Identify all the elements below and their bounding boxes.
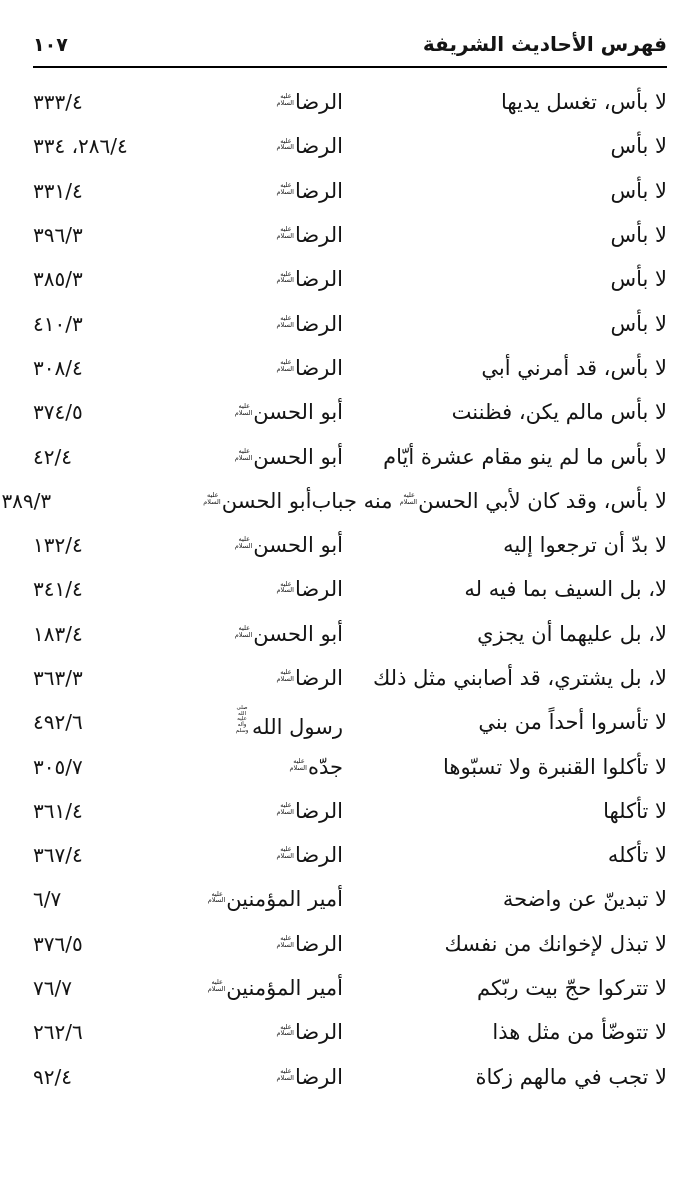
index-row: [33, 1055, 667, 1099]
hadith-text: لا تتوضّأ من مثل هذا: [492, 1020, 667, 1045]
index-row: [33, 169, 667, 213]
index-row: [33, 434, 667, 478]
index-row: [33, 124, 667, 168]
hadith-text: لا بأس: [610, 311, 667, 336]
narrator-name: أمير المؤمنينعليه السلام: [207, 887, 343, 912]
page-volume-ref: ٢٨٦/٤، ٣٣٤: [33, 134, 128, 159]
index-row: [33, 877, 667, 921]
narrator-name: الرضاعليه السلام: [276, 666, 343, 690]
hadith-text: لا، بل السيف بما فيه له: [464, 577, 667, 602]
index-row: [33, 744, 667, 788]
hadith-text: لا بدّ أن ترجعوا إليه: [503, 533, 667, 558]
hadith-text: لا تتركوا حجّ بيت ربّكم: [476, 976, 667, 1001]
narrator-name: الرضاعليه السلام: [276, 577, 343, 602]
header-divider: [33, 66, 667, 68]
hadith-text: لا، بل يشتري، قد أصابني مثل ذلك: [372, 666, 667, 690]
hadith-text: لا بأس: [610, 178, 667, 203]
honorific-mark: عليه السلام: [207, 978, 226, 994]
hadith-text: لا بأس، قد أمرني أبي: [481, 355, 667, 380]
honorific-mark: عليه السلام: [289, 756, 307, 772]
honorific-mark: عليه السلام: [276, 1066, 294, 1082]
narrator-name: الرضاعليه السلام: [276, 798, 343, 823]
index-row: [33, 700, 667, 744]
page-number: ١٠٧: [33, 34, 68, 56]
page-volume-ref: ٣٧٦/٥: [33, 931, 83, 956]
hadith-text: لا تأكله: [607, 843, 667, 868]
index-row: [33, 390, 667, 434]
hadith-text: لا بأس: [610, 223, 667, 248]
page-volume-ref: ٣٤١/٤: [33, 577, 83, 602]
hadith-text: لا تأسروا أحداً من بني: [478, 710, 667, 735]
honorific-mark: عليه السلام: [276, 845, 294, 861]
hadith-text: لا تبذل لإخوانك من نفسك: [444, 931, 667, 956]
hadith-text: لا تأكلها: [603, 798, 667, 823]
honorific-mark: عليه السلام: [203, 491, 221, 506]
hadith-text: لا بأس، وقد كان لأبي الحسنعليه السلام منه جباب: [311, 488, 667, 513]
hadith-text: لا بأس: [610, 267, 667, 292]
narrator-name: الرضاعليه السلام: [276, 355, 343, 380]
page-volume-ref: ٣٠٨/٤: [33, 355, 83, 380]
honorific-mark: عليه السلام: [276, 1022, 294, 1038]
honorific-mark: عليه السلام: [276, 225, 294, 241]
index-row: [33, 966, 667, 1010]
index-row: [33, 567, 667, 611]
page-volume-ref: ٣٩٦/٣: [33, 223, 83, 248]
narrator-name: الرضاعليه السلام: [276, 1064, 343, 1089]
narrator-name: أبو الحسنعليه السلام: [234, 444, 343, 469]
narrator-name: أبو الحسنعليه السلام: [234, 400, 343, 425]
hadith-index-list: [1, 80, 667, 1099]
index-row: [33, 80, 667, 124]
honorific-mark: عليه السلام: [276, 269, 294, 285]
honorific-mark: عليه السلام: [207, 889, 226, 905]
page-volume-ref: ٤١٠/٣: [33, 311, 83, 336]
page-volume-ref: ٣٦٣/٣: [33, 666, 83, 690]
index-row: [33, 257, 667, 301]
index-row: [33, 922, 667, 966]
honorific-mark: صلى الله عليه وآله وسلم: [235, 704, 249, 734]
honorific-mark: عليه السلام: [276, 933, 294, 949]
page-volume-ref: ٢٦٢/٦: [33, 1020, 83, 1045]
page-volume-ref: ٩٢/٤: [33, 1064, 72, 1089]
narrator-name: أمير المؤمنينعليه السلام: [207, 976, 343, 1001]
honorific-mark: عليه السلام: [276, 668, 294, 683]
honorific-mark: عليه السلام: [234, 402, 253, 418]
hadith-text: لا تأكلوا القنبرة ولا تسبّوها: [442, 754, 667, 779]
page-header: [33, 18, 667, 56]
honorific-mark: عليه السلام: [276, 136, 294, 152]
narrator-name: رسول اللهصلى الله عليه وآله وسلم: [151, 706, 343, 739]
page-volume-ref: ٤٩٢/٦: [33, 710, 83, 735]
narrator-name: أبو الحسنعليه السلام: [234, 621, 343, 646]
narrator-name: الرضاعليه السلام: [276, 134, 343, 159]
page-volume-ref: ٣٦٧/٤: [33, 843, 83, 868]
narrator-name: أبو الحسنعليه السلام: [203, 488, 312, 513]
hadith-text: لا تجب في مالهم زكاة: [475, 1064, 667, 1089]
index-row: [33, 213, 667, 257]
honorific-mark: عليه السلام: [234, 623, 253, 639]
honorific-mark: عليه السلام: [276, 358, 294, 373]
index-row: [33, 1010, 667, 1054]
narrator-name: الرضاعليه السلام: [276, 178, 343, 203]
page-volume-ref: ٧٦/٧: [33, 976, 72, 1001]
page-volume-ref: ١٨٣/٤: [33, 621, 83, 646]
index-row: [33, 346, 667, 390]
page-volume-ref: ١٣٢/٤: [33, 533, 83, 558]
honorific-mark: عليه السلام: [276, 801, 294, 816]
page-volume-ref: ٣٨٩/٣: [1, 488, 52, 513]
honorific-mark: عليه السلام: [234, 535, 253, 551]
narrator-name: أبو الحسنعليه السلام: [234, 533, 343, 558]
hadith-text: لا بأس: [610, 134, 667, 159]
honorific-mark: عليه السلام: [276, 180, 294, 196]
narrator-name: جدّهعليه السلام: [289, 754, 343, 779]
page-volume-ref: ٣٧٤/٥: [33, 400, 83, 425]
index-row: [33, 833, 667, 877]
narrator-name: الرضاعليه السلام: [276, 1020, 343, 1045]
index-row: [1, 479, 667, 523]
narrator-name: الرضاعليه السلام: [276, 223, 343, 248]
hadith-text: لا تبدينّ عن واضحة: [502, 887, 667, 912]
index-row: [33, 301, 667, 345]
index-row: [33, 789, 667, 833]
page-volume-ref: ٣٣١/٤: [33, 178, 83, 203]
page-volume-ref: ٤٢/٤: [33, 444, 72, 469]
narrator-name: الرضاعليه السلام: [276, 843, 343, 868]
page-title: فهرس الأحاديث الشريفة: [422, 32, 667, 56]
index-row: [33, 523, 667, 567]
page-volume-ref: ٣٣٣/٤: [33, 90, 83, 115]
index-row: [33, 612, 667, 656]
page-volume-ref: ٣٦١/٤: [33, 798, 83, 823]
hadith-text: لا بأس، تغسل يديها: [500, 90, 667, 115]
honorific-mark: عليه السلام: [276, 92, 294, 108]
honorific-mark: عليه السلام: [276, 579, 294, 595]
page-volume-ref: ٣٨٥/٣: [33, 267, 83, 292]
narrator-name: الرضاعليه السلام: [276, 90, 343, 115]
page-volume-ref: ٦/٧: [33, 887, 62, 912]
index-row: [33, 656, 667, 700]
hadith-text: لا، بل عليهما أن يجزي: [477, 621, 667, 646]
narrator-name: الرضاعليه السلام: [276, 267, 343, 292]
narrator-name: الرضاعليه السلام: [276, 931, 343, 956]
hadith-text: لا بأس مالم يكن، فظننت: [451, 400, 667, 425]
page-volume-ref: ٣٠٥/٧: [33, 754, 83, 779]
honorific-mark: عليه السلام: [276, 313, 294, 329]
narrator-name: الرضاعليه السلام: [276, 311, 343, 336]
honorific-mark: عليه السلام: [234, 446, 253, 462]
hadith-text: لا بأس ما لم ينو مقام عشرة أيّام: [383, 444, 667, 469]
honorific-mark: عليه السلام: [399, 491, 418, 506]
